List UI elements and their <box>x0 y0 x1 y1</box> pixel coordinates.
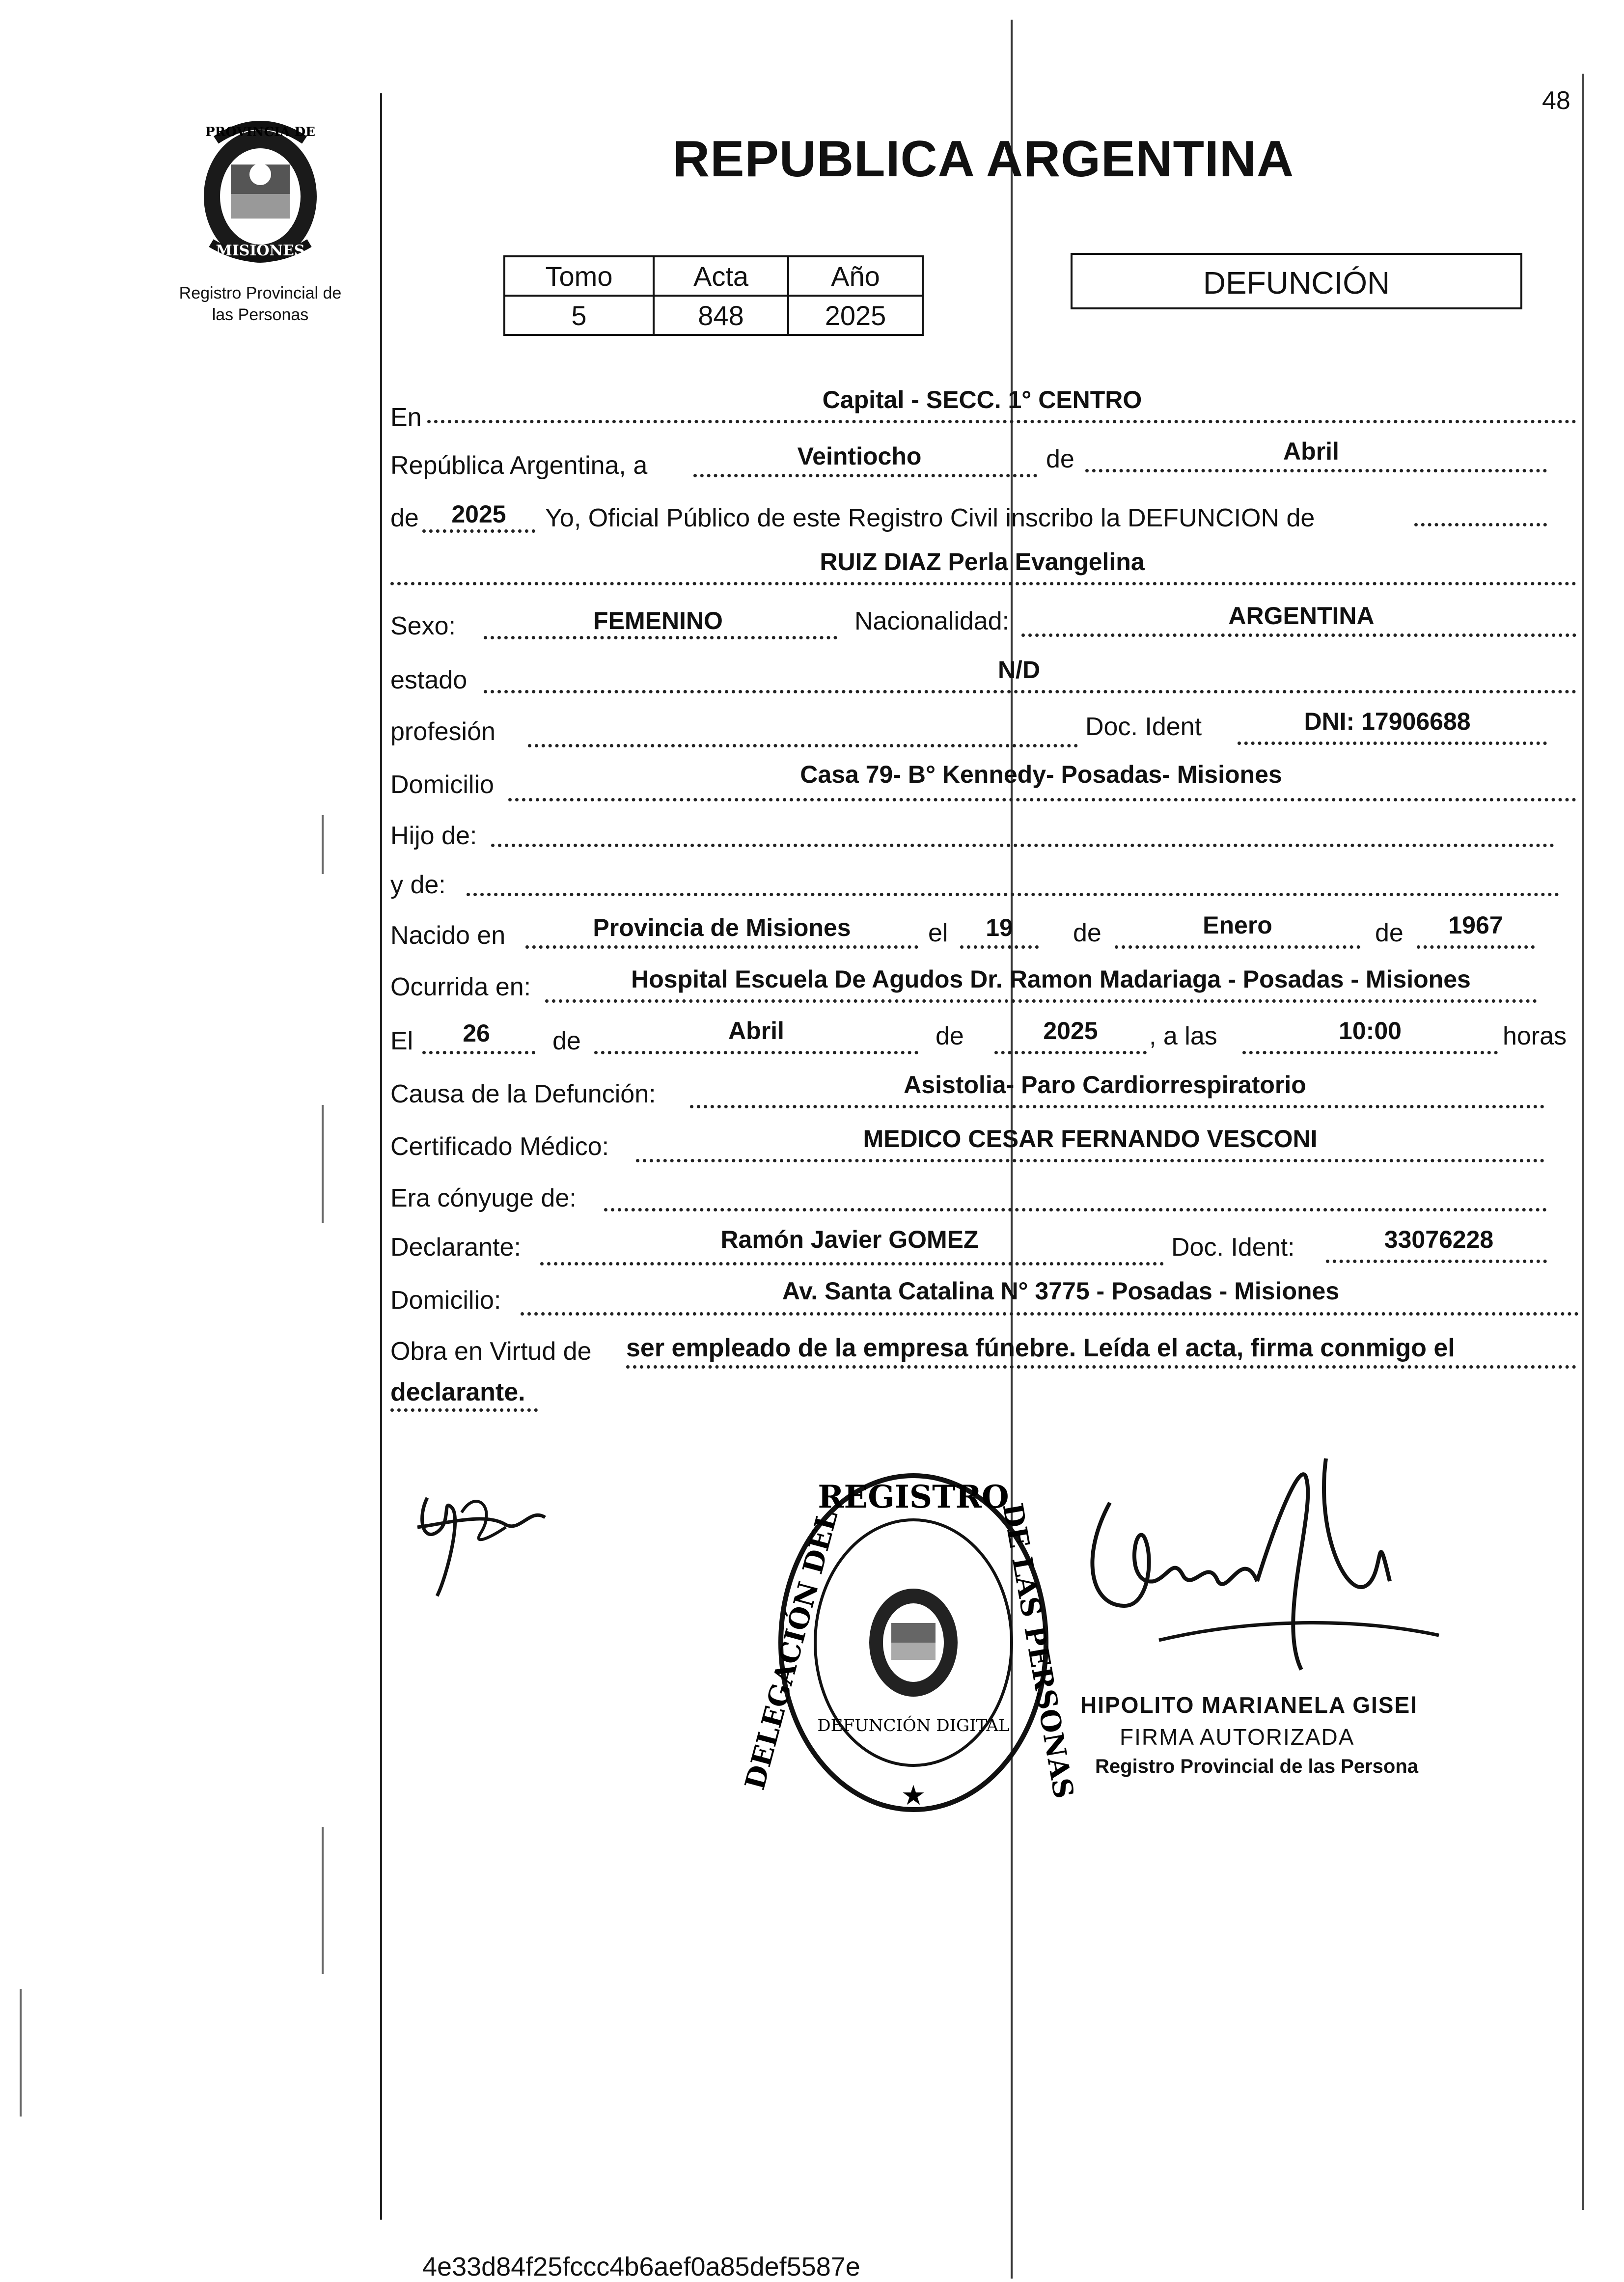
de-label: de <box>1046 445 1074 473</box>
deceased-underline <box>390 582 1576 585</box>
y-de-label: y de: <box>390 871 446 899</box>
statement-underline <box>1414 523 1547 526</box>
seal-right-text: DE LAS PERSONAS <box>996 1501 1080 1801</box>
fecha-time-value: 10:00 <box>1339 1017 1402 1045</box>
declarante-doc-underline <box>1326 1260 1547 1263</box>
doc-ident-value: DNI: 17906688 <box>1304 708 1471 735</box>
causa-underline <box>690 1105 1544 1108</box>
handwritten-signature-icon <box>1071 1458 1444 1675</box>
certificado-label: Certificado Médico: <box>390 1132 609 1161</box>
nacido-year-underline <box>1417 945 1535 949</box>
ocurrida-underline <box>545 999 1537 1003</box>
seal-top-text: REGISTRO <box>818 1479 1009 1515</box>
ano-value: 2025 <box>788 296 923 335</box>
official-signature <box>1071 1458 1444 1675</box>
fecha-year-underline <box>994 1051 1147 1054</box>
conyuge-underline <box>604 1208 1547 1211</box>
estado-label: estado <box>390 666 468 694</box>
causa-value: Asistolia- Paro Cardiorrespiratorio <box>904 1071 1306 1099</box>
declarante-value: Ramón Javier GOMEZ <box>720 1226 979 1253</box>
estado-value: N/D <box>997 656 1041 684</box>
obra-value-line2: declarante. <box>390 1378 525 1406</box>
ano-header: Año <box>788 256 923 296</box>
tomo-header: Tomo <box>504 256 654 296</box>
handwritten-signature-icon <box>408 1478 555 1606</box>
declarante-domicilio-value: Av. Santa Catalina N° 3775 - Posadas - Misiones <box>782 1277 1340 1305</box>
nacido-place-underline <box>525 945 918 949</box>
en-underline <box>427 420 1576 423</box>
seal-left-text: DELEGACIÓN DEL <box>739 1507 845 1793</box>
year-value: 2025 <box>451 500 506 528</box>
nacido-el-label: el <box>928 919 948 947</box>
declarante-underline <box>540 1262 1164 1265</box>
declarante-label: Declarante: <box>390 1233 521 1262</box>
registry-statement: Yo, Oficial Público de este Registro Civil inscribo la DEFUNCION de <box>545 504 1315 532</box>
declarante-doc-label: Doc. Ident: <box>1171 1233 1295 1262</box>
scan-mark <box>322 1827 324 1974</box>
nacido-month-underline <box>1115 945 1360 949</box>
profesion-label: profesión <box>390 717 495 746</box>
nacido-en-label: Nacido en <box>390 921 506 950</box>
estado-underline <box>484 690 1576 693</box>
scan-mark <box>322 1105 324 1223</box>
domicilio-label: Domicilio <box>390 770 494 799</box>
svg-text:MISIONES: MISIONES <box>216 242 305 259</box>
fecha-horas-label: horas <box>1503 1022 1567 1050</box>
registry-caption-line1: Registro Provincial de <box>179 284 342 302</box>
ocurrida-label: Ocurrida en: <box>390 973 531 1001</box>
registry-caption-line2: las Personas <box>212 305 309 324</box>
en-value: Capital - SECC. 1° CENTRO <box>822 386 1142 413</box>
doc-ident-label: Doc. Ident <box>1085 713 1202 741</box>
fecha-day-value: 26 <box>463 1019 490 1047</box>
nacido-place-value: Provincia de Misiones <box>593 914 851 941</box>
en-label: En <box>390 403 422 432</box>
day-value: Veintiocho <box>797 442 922 470</box>
profesion-underline <box>528 744 1078 747</box>
seal-star-icon: ★ <box>901 1780 926 1812</box>
domicilio-value: Casa 79- B° Kennedy- Posadas- Misiones <box>800 761 1282 788</box>
provincial-seal-logo <box>187 110 334 273</box>
declarante-doc-value: 33076228 <box>1384 1226 1494 1253</box>
sexo-underline <box>484 636 837 639</box>
official-role: FIRMA AUTORIZADA <box>1120 1724 1355 1750</box>
registry-caption <box>157 282 363 326</box>
obra-underline-2 <box>390 1408 538 1412</box>
left-margin-line <box>380 93 382 2220</box>
nacido-de1-label: de <box>1073 919 1101 947</box>
document-hash: 4e33d84f25fccc4b6aef0a85def5587e <box>422 2252 860 2282</box>
hijo-de-underline <box>491 844 1554 847</box>
official-organization: Registro Provincial de las Persona <box>1095 1756 1419 1777</box>
nacido-day-value: 19 <box>986 914 1013 941</box>
sexo-value: FEMENINO <box>593 607 723 634</box>
official-name: HIPOLITO MARIANELA GISEl <box>1080 1692 1418 1718</box>
fecha-month-value: Abril <box>728 1017 784 1045</box>
obra-value-line1: ser empleado de la empresa fúnebre. Leída el acta, firma conmigo el <box>626 1334 1455 1362</box>
registry-stamp-seal <box>739 1466 1080 1819</box>
domicilio-underline <box>508 798 1576 801</box>
misiones-coat-of-arms-icon <box>187 110 334 273</box>
fecha-time-underline <box>1242 1051 1498 1054</box>
fecha-de2-label: de <box>936 1022 964 1050</box>
seal-coat-of-arms-icon <box>869 1589 958 1697</box>
fecha-year-value: 2025 <box>1043 1017 1098 1045</box>
seal-inner-text: DEFUNCIÓN DIGITAL <box>817 1716 1010 1735</box>
fecha-de1-label: de <box>552 1027 581 1055</box>
certificado-underline <box>636 1159 1544 1162</box>
year-underline <box>422 529 535 533</box>
declarante-domicilio-label: Domicilio: <box>390 1286 501 1315</box>
causa-label: Causa de la Defunción: <box>390 1080 656 1108</box>
hijo-de-label: Hijo de: <box>390 822 477 850</box>
svg-text:PROVINCIA DE: PROVINCIA DE <box>205 125 315 139</box>
acta-value-row <box>504 296 923 335</box>
declarant-signature <box>408 1478 555 1606</box>
nacido-day-underline <box>960 945 1039 949</box>
acta-value: 848 <box>654 296 788 335</box>
nacido-month-value: Enero <box>1203 911 1272 939</box>
fecha-el-label: El <box>390 1027 413 1055</box>
page-title: REPUBLICA ARGENTINA <box>673 131 1294 188</box>
scan-mark <box>20 1989 22 2117</box>
fecha-day-underline <box>422 1051 535 1054</box>
certificado-value: MEDICO CESAR FERNANDO VESCONI <box>863 1125 1318 1153</box>
deceased-name: RUIZ DIAZ Perla Evangelina <box>820 548 1145 576</box>
day-underline <box>693 474 1037 477</box>
sexo-label: Sexo: <box>390 612 456 640</box>
fecha-alas-label: , a las <box>1149 1022 1217 1050</box>
nacionalidad-underline <box>1021 633 1576 637</box>
conyuge-label: Era cónyuge de: <box>390 1184 577 1212</box>
acta-header: Acta <box>654 256 788 296</box>
obra-label: Obra en Virtud de <box>390 1337 592 1366</box>
month-value: Abril <box>1283 438 1339 465</box>
record-type-box: DEFUNCIÓN <box>1071 253 1522 309</box>
month-underline <box>1085 469 1547 472</box>
right-border-line <box>1582 74 1584 2210</box>
nacionalidad-value: ARGENTINA <box>1228 602 1375 630</box>
page-number: 48 <box>1542 86 1570 115</box>
ocurrida-value: Hospital Escuela De Agudos Dr. Ramon Madariaga - Posadas - Misiones <box>631 965 1471 993</box>
year-de-label: de <box>390 504 419 532</box>
nacionalidad-label: Nacionalidad: <box>854 607 1010 635</box>
scan-mark <box>322 815 324 874</box>
declarante-domicilio-underline <box>521 1312 1579 1316</box>
acta-reference-table <box>503 255 924 336</box>
republica-label: República Argentina, a <box>390 451 648 480</box>
y-de-underline <box>467 893 1559 896</box>
nacido-year-value: 1967 <box>1448 911 1503 939</box>
tomo-value: 5 <box>504 296 654 335</box>
fecha-month-underline <box>594 1051 918 1054</box>
obra-underline-1 <box>626 1365 1576 1369</box>
doc-ident-underline <box>1238 742 1547 745</box>
acta-header-row <box>504 256 923 296</box>
nacido-de2-label: de <box>1375 919 1404 947</box>
